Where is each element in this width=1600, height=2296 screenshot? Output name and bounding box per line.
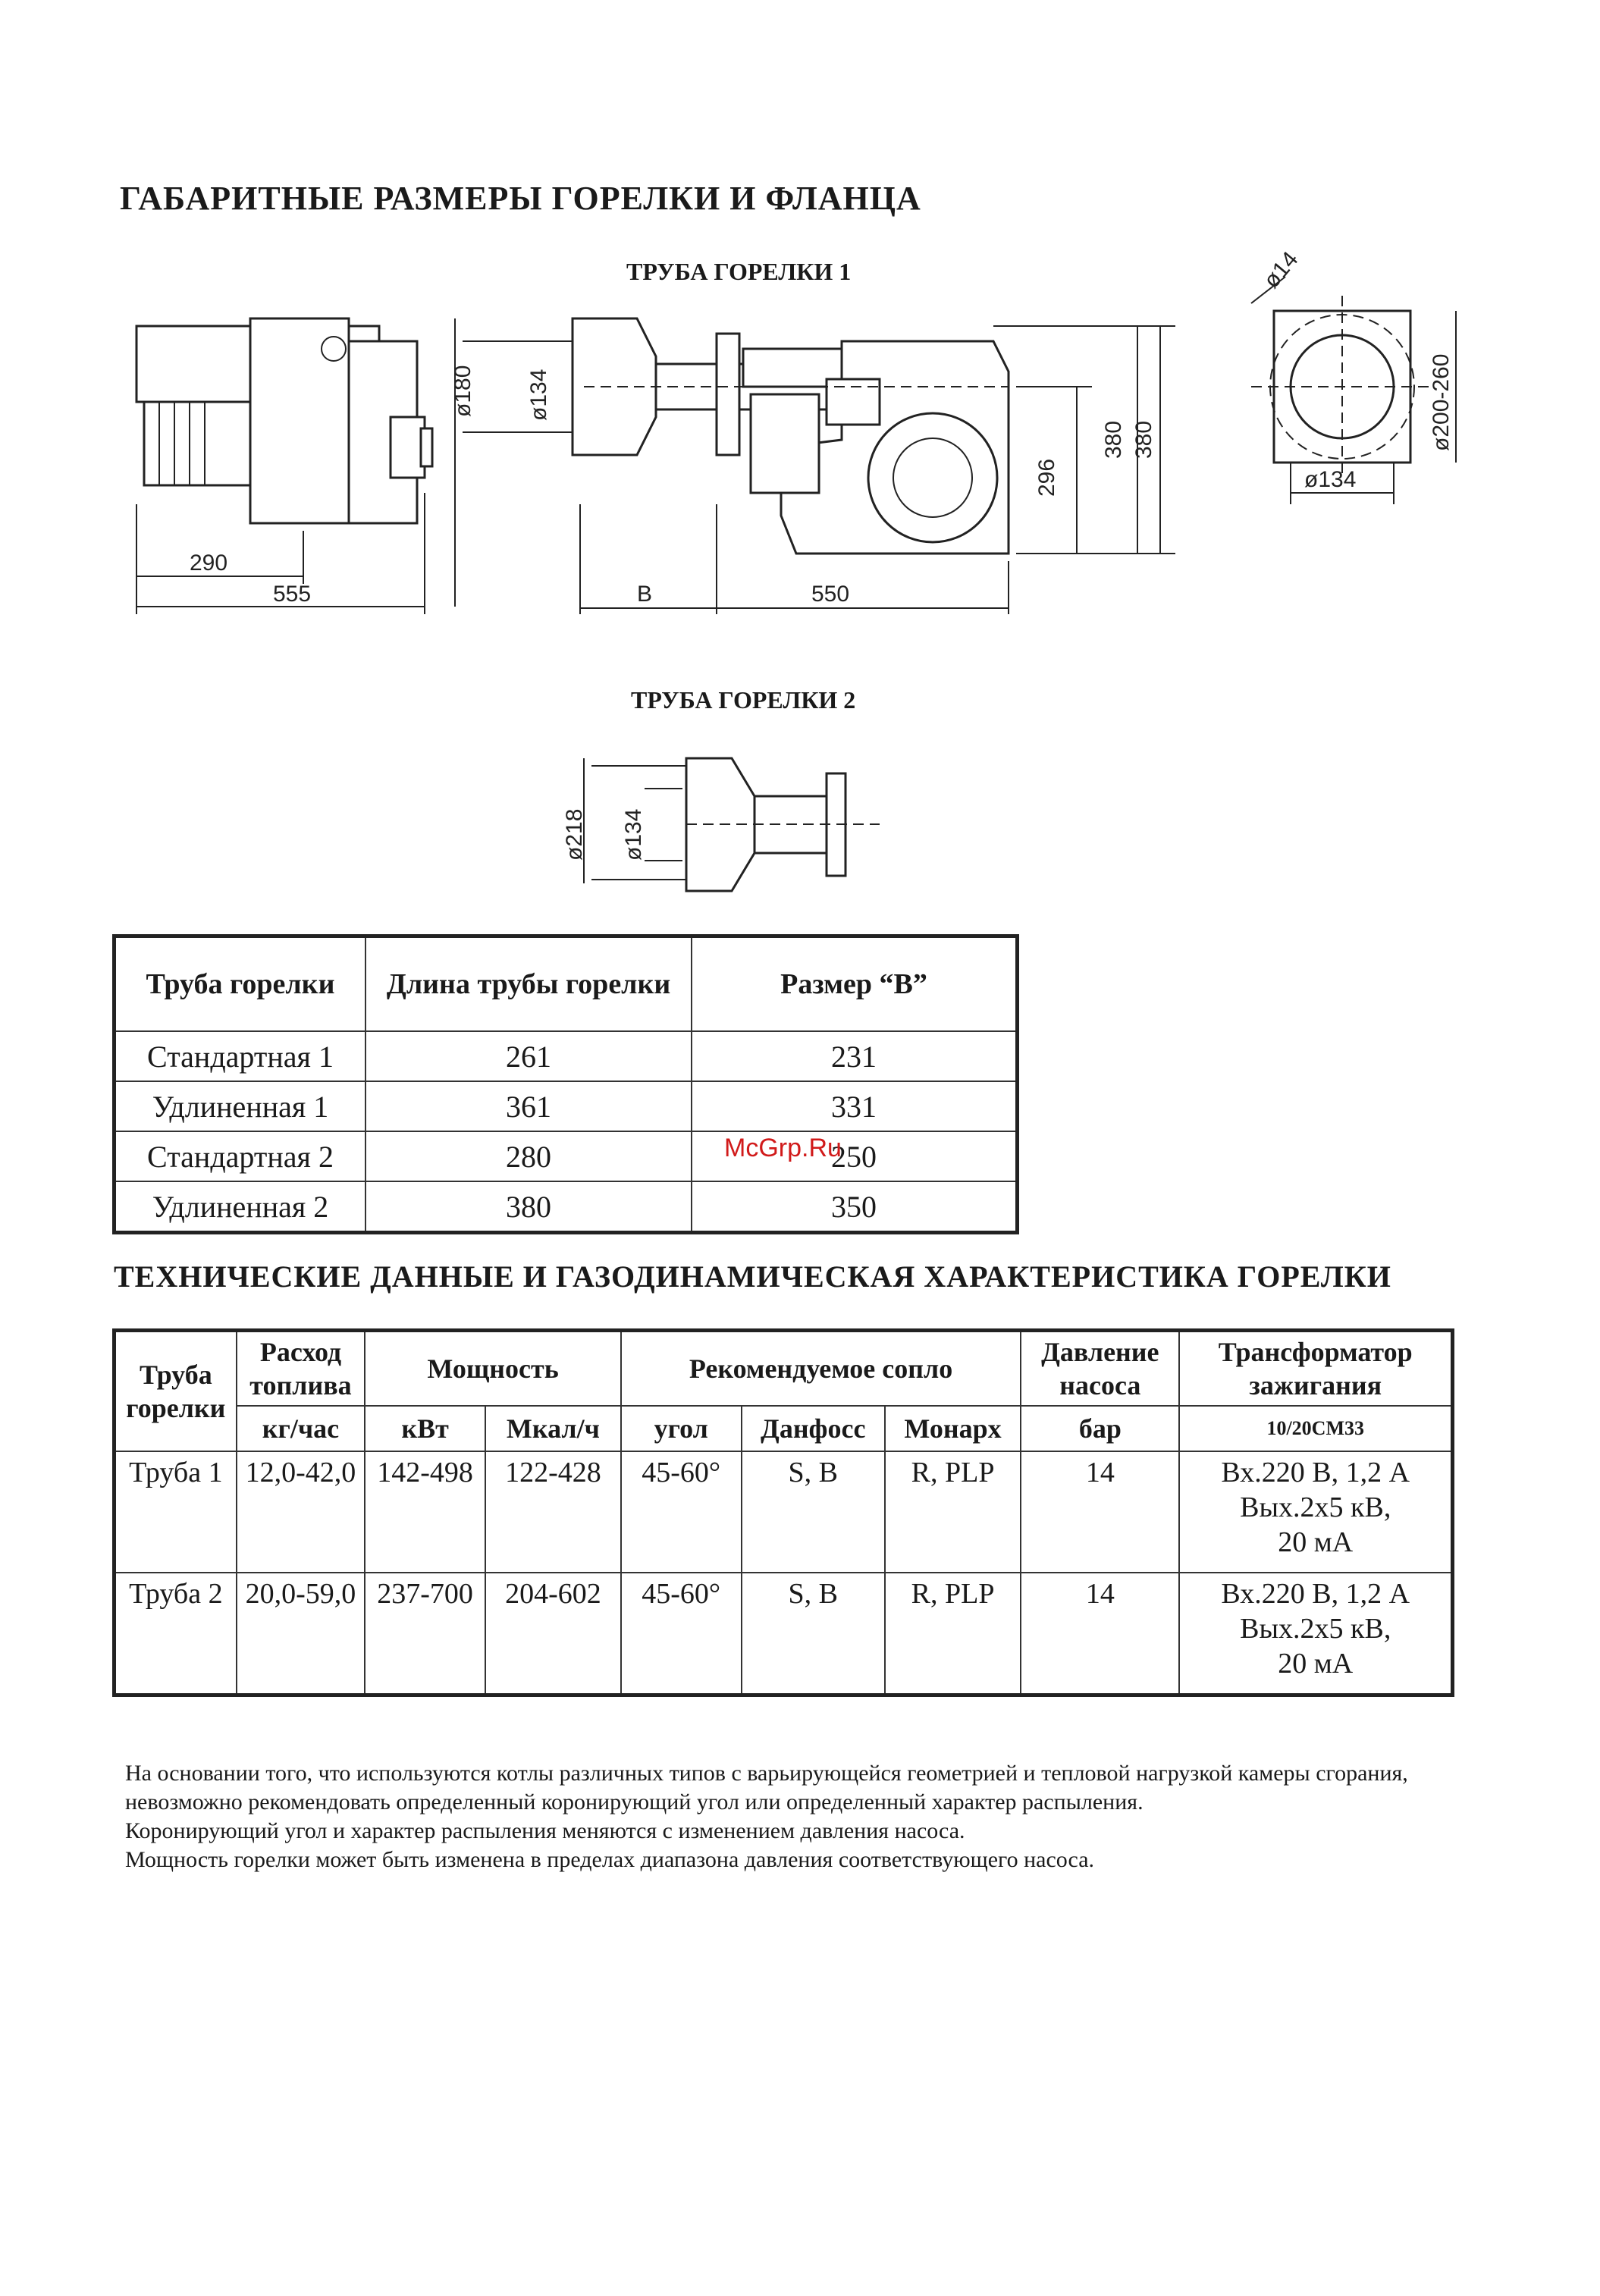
dim-d134-2: ø134 xyxy=(621,808,646,861)
burner-drawing-1 xyxy=(114,243,1479,637)
col-power: Мощность xyxy=(365,1331,621,1407)
cell-tube: Удлиненная 1 xyxy=(115,1081,366,1131)
cell-bar: 14 xyxy=(1021,1451,1179,1573)
cell-flow: 20,0-59,0 xyxy=(237,1573,365,1695)
table-header-row xyxy=(115,1331,1453,1407)
dim-d180: ø180 xyxy=(450,365,475,417)
cell-size: 250 xyxy=(692,1131,1018,1181)
cell-mcal: 122-428 xyxy=(485,1451,621,1573)
col-pressure: Давление насоса xyxy=(1021,1331,1179,1407)
cell-size: 350 xyxy=(692,1181,1018,1233)
cell-tube: Труба 1 xyxy=(115,1451,237,1573)
table-row xyxy=(115,1081,1018,1131)
col-transformer: Трансформатор зажигания xyxy=(1179,1331,1452,1407)
cell-length: 361 xyxy=(365,1081,692,1131)
transformer-line: Вх.220 В, 1,2 А xyxy=(1221,1578,1410,1610)
table-row xyxy=(115,1451,1453,1573)
dim-380a: 380 xyxy=(1101,420,1126,459)
unit-mcal: Мкал/ч xyxy=(485,1406,621,1451)
notes xyxy=(125,1759,1460,1874)
cell-tube: Труба 2 xyxy=(115,1573,237,1695)
table-row xyxy=(115,1181,1018,1233)
col-nozzle: Рекомендуемое сопло xyxy=(621,1331,1021,1407)
col-size-b: Размер “B” xyxy=(692,936,1018,1032)
dim-d218: ø218 xyxy=(562,808,587,861)
tube-size-table xyxy=(112,934,1019,1234)
cell-transformer xyxy=(1179,1573,1452,1695)
dim-B: B xyxy=(637,582,653,607)
note-paragraph: Коронирующий угол и характер распыления меняются с изменением давления насоса. xyxy=(125,1818,965,1843)
cell-kw: 237-700 xyxy=(365,1573,485,1695)
cell-kw: 142-498 xyxy=(365,1451,485,1573)
section2-title: ТЕХНИЧЕСКИЕ ДАННЫЕ И ГАЗОДИНАМИЧЕСКАЯ ХАРАКТЕРИСТИКА ГОРЕЛКИ xyxy=(114,1259,1391,1294)
dim-d134: ø134 xyxy=(526,369,551,421)
table-unit-row xyxy=(115,1406,1453,1451)
drawing2-title: ТРУБА ГОРЕЛКИ 2 xyxy=(631,686,856,714)
transformer-line: Вх.220 В, 1,2 А xyxy=(1221,1457,1410,1488)
unit-danfoss: Данфосс xyxy=(742,1406,885,1451)
dim-d134-flange: ø134 xyxy=(1304,467,1357,492)
dim-550: 550 xyxy=(811,582,850,607)
watermark: McGrp.Ru xyxy=(724,1134,842,1162)
transformer-line: 20 мА xyxy=(1278,1648,1354,1680)
unit-angle: угол xyxy=(621,1406,742,1451)
dim-d200-260: ø200-260 xyxy=(1429,353,1454,451)
unit-monarch: Монарх xyxy=(885,1406,1021,1451)
cell-flow: 12,0-42,0 xyxy=(237,1451,365,1573)
drawing1-title: ТРУБА ГОРЕЛКИ 1 xyxy=(626,258,852,285)
unit-flow: кг/час xyxy=(237,1406,365,1451)
dim-380b: 380 xyxy=(1131,420,1156,459)
cell-mcal: 204-602 xyxy=(485,1573,621,1695)
cell-size: 231 xyxy=(692,1031,1018,1081)
note-paragraph: Мощность горелки может быть изменена в пределах диапазона давления соответствующего насоса. xyxy=(125,1847,1095,1872)
tech-data-table xyxy=(112,1328,1454,1697)
cell-length: 261 xyxy=(365,1031,692,1081)
table-row xyxy=(115,1131,1018,1181)
cell-danfoss: S, B xyxy=(742,1451,885,1573)
cell-angle: 45-60° xyxy=(621,1573,742,1695)
side-view xyxy=(136,318,432,614)
col-tube: Труба горелки xyxy=(115,936,366,1032)
table-header-row xyxy=(115,936,1018,1032)
unit-kw: кВт xyxy=(365,1406,485,1451)
cell-size: 331 xyxy=(692,1081,1018,1131)
cell-length: 380 xyxy=(365,1181,692,1233)
front-view xyxy=(455,318,1175,614)
dim-555: 555 xyxy=(273,582,312,607)
dim-296: 296 xyxy=(1034,458,1059,497)
cell-danfoss: S, B xyxy=(742,1573,885,1695)
burner-drawing-2 xyxy=(561,747,895,899)
table-row xyxy=(115,1573,1453,1695)
col-length: Длина трубы горелки xyxy=(365,936,692,1032)
table-row xyxy=(115,1031,1018,1081)
transformer-line: Вых.2х5 кВ, xyxy=(1240,1491,1391,1523)
col-tube: Труба горелки xyxy=(115,1331,237,1452)
page-title: ГАБАРИТНЫЕ РАЗМЕРЫ ГОРЕЛКИ И ФЛАНЦА xyxy=(120,180,921,217)
cell-transformer xyxy=(1179,1451,1452,1573)
dim-290: 290 xyxy=(190,550,228,576)
cell-tube: Стандартная 1 xyxy=(115,1031,366,1081)
transformer-line: Вых.2х5 кВ, xyxy=(1240,1613,1391,1645)
unit-bar: бар xyxy=(1021,1406,1179,1451)
unit-transformer: 10/20CM33 xyxy=(1179,1406,1452,1451)
cell-monarch: R, PLP xyxy=(885,1573,1021,1695)
cell-bar: 14 xyxy=(1021,1573,1179,1695)
dim-d14: ø14 xyxy=(1259,246,1304,293)
col-flow: Расход топлива xyxy=(237,1331,365,1407)
cell-angle: 45-60° xyxy=(621,1451,742,1573)
transformer-line: 20 мА xyxy=(1278,1526,1354,1558)
cell-monarch: R, PLP xyxy=(885,1451,1021,1573)
cell-length: 280 xyxy=(365,1131,692,1181)
cell-tube: Удлиненная 2 xyxy=(115,1181,366,1233)
note-paragraph: На основании того, что используются котлы различных типов с варьирующейся геометрией и тепловой нагрузкой камеры сгорания, невозможно рекомендовать определенный коронирующий угол или определенный характер распыления. xyxy=(125,1761,1408,1815)
cell-tube: Стандартная 2 xyxy=(115,1131,366,1181)
